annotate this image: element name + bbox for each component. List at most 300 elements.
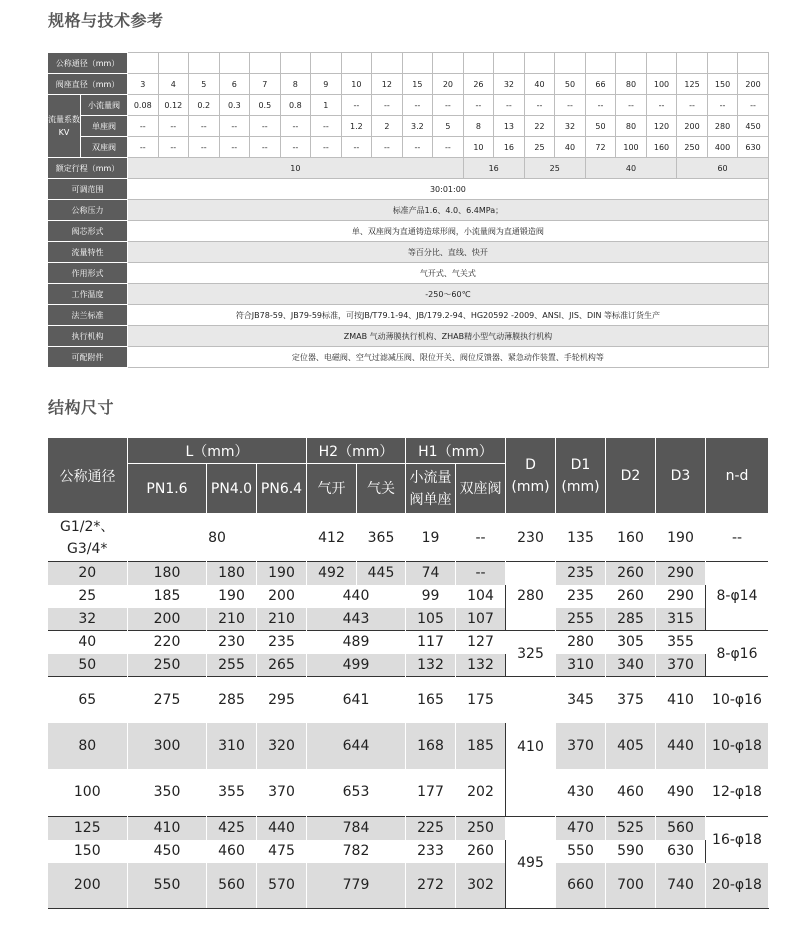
table-cell: 320	[257, 723, 307, 769]
table-cell: --	[189, 116, 220, 137]
header-cell: PN1.6	[128, 464, 207, 514]
header-cell: H2（mm）	[307, 438, 406, 464]
table-cell: 660	[556, 863, 606, 909]
table-cell: 25	[524, 158, 585, 179]
table-row	[48, 654, 769, 677]
table-cell	[372, 53, 403, 74]
table-cell: 260	[456, 840, 506, 863]
table-cell: 66	[585, 74, 616, 95]
header-row	[48, 438, 769, 464]
table-cell: 32	[555, 116, 586, 137]
table-cell: --	[456, 562, 506, 585]
table-cell: 26	[463, 74, 494, 95]
table-cell: --	[250, 137, 281, 158]
table-cell: 200	[677, 116, 708, 137]
table-cell: 50	[585, 116, 616, 137]
table-cell: 260	[606, 562, 656, 585]
table-cell: 275	[128, 677, 207, 723]
table-cell: 1	[311, 95, 342, 116]
table-cell: 104	[456, 585, 506, 608]
table-cell: 550	[128, 863, 207, 909]
table-cell: 492	[307, 562, 357, 585]
table-cell	[707, 53, 738, 74]
table-cell: 410	[506, 677, 556, 817]
table-cell: 235	[257, 631, 307, 654]
table-cell: 100	[616, 137, 647, 158]
table-cell: 105	[406, 608, 456, 631]
table-cell: --	[128, 116, 159, 137]
table-cell: 290	[656, 562, 706, 585]
header-cell: D2	[606, 438, 656, 514]
table-cell: --	[280, 116, 311, 137]
table-cell: 150	[48, 840, 128, 863]
table-cell: G1/2*、 G3/4*	[48, 514, 128, 562]
row-label: 阀座直径（mm）	[48, 74, 128, 95]
table-cell: 5	[189, 74, 220, 95]
row-value: 单、双座阀为直通铸造球形阀，小流量阀为直通锻造阀	[128, 221, 769, 242]
table-cell: 10	[463, 137, 494, 158]
table-row	[48, 326, 769, 347]
table-cell: 285	[606, 608, 656, 631]
table-cell	[738, 53, 769, 74]
table-cell: 499	[307, 654, 406, 677]
table-cell: 590	[606, 840, 656, 863]
row-label: 法兰标准	[48, 305, 128, 326]
table-row	[48, 677, 769, 723]
table-cell: --	[372, 137, 403, 158]
table-cell: 185	[128, 585, 207, 608]
table-cell	[585, 53, 616, 74]
table-cell: --	[128, 137, 159, 158]
table-cell: 230	[207, 631, 257, 654]
table-cell: 200	[128, 608, 207, 631]
table-cell: 80	[48, 723, 128, 769]
table-row	[48, 585, 769, 608]
table-cell: 40	[524, 74, 555, 95]
table-cell: 345	[556, 677, 606, 723]
row-sublabel: 小流量阀	[81, 95, 128, 116]
table-cell: 40	[585, 158, 677, 179]
table-cell: 127	[456, 631, 506, 654]
table-cell: 40	[48, 631, 128, 654]
table-cell: 550	[556, 840, 606, 863]
table-cell: 12	[372, 74, 403, 95]
table-cell: 370	[257, 769, 307, 817]
table-cell: 641	[307, 677, 406, 723]
table-row	[48, 158, 769, 179]
table-cell: 72	[585, 137, 616, 158]
table-cell	[128, 53, 159, 74]
table-cell: 225	[406, 817, 456, 840]
table-row	[48, 514, 769, 562]
table-cell: 305	[606, 631, 656, 654]
header-cell: 双座阀	[456, 464, 506, 514]
table-cell: --	[341, 95, 372, 116]
table-cell: --	[280, 137, 311, 158]
table-cell: 100	[48, 769, 128, 817]
table-cell: 230	[506, 514, 556, 562]
table-cell: 190	[257, 562, 307, 585]
table-cell: 132	[456, 654, 506, 677]
table-cell: --	[311, 137, 342, 158]
table-cell: 310	[207, 723, 257, 769]
table-cell: --	[158, 116, 189, 137]
table-cell: 355	[656, 631, 706, 654]
table-cell	[158, 53, 189, 74]
header-cell: L（mm）	[128, 438, 307, 464]
table-cell	[494, 53, 525, 74]
table-row	[48, 179, 769, 200]
table-cell: 25	[524, 137, 555, 158]
table-cell: 74	[406, 562, 456, 585]
table-cell: 340	[606, 654, 656, 677]
table-cell: 290	[656, 585, 706, 608]
table-cell: --	[707, 95, 738, 116]
table-cell	[433, 53, 464, 74]
table-cell: 300	[128, 723, 207, 769]
table-cell: 310	[556, 654, 606, 677]
table-cell: 450	[738, 116, 769, 137]
table-cell: 644	[307, 723, 406, 769]
table-cell: 235	[556, 562, 606, 585]
table-cell: 370	[656, 654, 706, 677]
table-cell: 315	[656, 608, 706, 631]
row-label: 公称压力	[48, 200, 128, 221]
table-cell: --	[524, 95, 555, 116]
header-cell: PN4.0	[207, 464, 257, 514]
table-cell: 440	[307, 585, 406, 608]
table-cell: 740	[656, 863, 706, 909]
table-cell: 8-φ14	[706, 562, 769, 631]
header-cell: D3	[656, 438, 706, 514]
table-cell: 177	[406, 769, 456, 817]
table-cell: 425	[207, 817, 257, 840]
table-cell	[402, 53, 433, 74]
table-cell: --	[456, 514, 506, 562]
table-cell: 20	[48, 562, 128, 585]
table-cell: --	[372, 95, 403, 116]
table-cell: 782	[307, 840, 406, 863]
table-cell: 0.12	[158, 95, 189, 116]
table-cell: --	[706, 514, 769, 562]
row-label: 公称通径（mm）	[48, 53, 128, 74]
table-cell: 233	[406, 840, 456, 863]
table-cell: 80	[616, 116, 647, 137]
table-cell: 250	[128, 654, 207, 677]
table-cell: --	[494, 95, 525, 116]
table-cell	[341, 53, 372, 74]
table-cell: 4	[158, 74, 189, 95]
table-cell: 460	[207, 840, 257, 863]
table-cell: 8-φ16	[706, 631, 769, 677]
table-cell: 460	[606, 769, 656, 817]
table-cell: --	[616, 95, 647, 116]
table-cell: 450	[128, 840, 207, 863]
table-cell: 19	[406, 514, 456, 562]
table-cell	[189, 53, 220, 74]
table-cell: 107	[456, 608, 506, 631]
table-cell: 20	[433, 74, 464, 95]
table-cell	[646, 53, 677, 74]
table-cell: 12-φ18	[706, 769, 769, 817]
table-cell: 5	[433, 116, 464, 137]
table-cell: 6	[219, 74, 250, 95]
table-row	[48, 723, 769, 769]
table-cell: --	[555, 95, 586, 116]
table-row	[48, 53, 769, 74]
table-cell: 365	[357, 514, 406, 562]
row-value: 定位器、电磁阀、空气过滤减压阀、限位开关、阀位反馈器、紧急动作装置、手轮机构等	[128, 347, 769, 368]
table-row	[48, 817, 769, 840]
row-label: 可调范围	[48, 179, 128, 200]
table-row	[48, 263, 769, 284]
table-cell	[250, 53, 281, 74]
table-row	[48, 221, 769, 242]
table-row	[48, 200, 769, 221]
table-cell: 13	[494, 116, 525, 137]
table-cell: --	[433, 95, 464, 116]
table-cell: --	[463, 95, 494, 116]
table-cell	[311, 53, 342, 74]
dims-table	[47, 437, 769, 909]
table-cell: 60	[677, 158, 769, 179]
table-cell: --	[219, 116, 250, 137]
table-cell: 220	[128, 631, 207, 654]
table-cell: --	[341, 137, 372, 158]
row-value: 符合JB78-59、JB79-59标准，可按JB/T79.1-94、JB/179.2-94、HG20592 -2009、ANSI、JIS、DIN 等标准订货生产	[128, 305, 769, 326]
table-cell: 190	[656, 514, 706, 562]
table-cell: 400	[707, 137, 738, 158]
table-cell: 125	[48, 817, 128, 840]
table-cell: 570	[257, 863, 307, 909]
table-cell: 495	[506, 817, 556, 909]
table-cell: 7	[250, 74, 281, 95]
table-cell	[219, 53, 250, 74]
table-cell: --	[219, 137, 250, 158]
table-row	[48, 631, 769, 654]
table-cell: 410	[128, 817, 207, 840]
table-row	[48, 305, 769, 326]
table-cell: 235	[556, 585, 606, 608]
table-cell: 16-φ18	[706, 817, 769, 863]
table-row	[48, 863, 769, 909]
table-cell: 412	[307, 514, 357, 562]
table-cell: --	[311, 116, 342, 137]
table-cell: 525	[606, 817, 656, 840]
table-cell: 440	[656, 723, 706, 769]
table-row	[48, 137, 769, 158]
table-cell: 16	[463, 158, 524, 179]
table-cell: 0.08	[128, 95, 159, 116]
table-cell: 405	[606, 723, 656, 769]
table-cell: 440	[257, 817, 307, 840]
table-cell: --	[402, 95, 433, 116]
table-row	[48, 840, 769, 863]
table-row	[48, 95, 769, 116]
row-sublabel: 双座阀	[81, 137, 128, 158]
table-cell: 180	[128, 562, 207, 585]
row-label: 作用形式	[48, 263, 128, 284]
table-cell: 125	[677, 74, 708, 95]
header-cell: D1 (mm)	[556, 438, 606, 514]
table-cell: 490	[656, 769, 706, 817]
table-cell: 0.3	[219, 95, 250, 116]
table-cell: 20-φ18	[706, 863, 769, 909]
table-cell: --	[738, 95, 769, 116]
table-cell: 302	[456, 863, 506, 909]
table-cell: 3.2	[402, 116, 433, 137]
table-cell: 10-φ16	[706, 677, 769, 723]
row-value: ZMAB 气动薄膜执行机构、ZHAB精小型气动薄膜执行机构	[128, 326, 769, 347]
table-cell: 0.8	[280, 95, 311, 116]
header-cell: H1（mm）	[406, 438, 506, 464]
row-value: 30:01:00	[128, 179, 769, 200]
table-cell: 132	[406, 654, 456, 677]
row-value: 等百分比、直线、快开	[128, 242, 769, 263]
table-cell	[616, 53, 647, 74]
table-row	[48, 116, 769, 137]
table-cell: 285	[207, 677, 257, 723]
table-row	[48, 608, 769, 631]
table-cell: 9	[311, 74, 342, 95]
table-cell: 560	[656, 817, 706, 840]
table-cell: 160	[606, 514, 656, 562]
row-label: 额定行程（mm）	[48, 158, 128, 179]
header-cell: 小流量 阀单座	[406, 464, 456, 514]
table-cell: 475	[257, 840, 307, 863]
table-cell: --	[402, 137, 433, 158]
table-cell: 32	[494, 74, 525, 95]
table-cell: 375	[606, 677, 656, 723]
table-row	[48, 242, 769, 263]
row-label: 流量系数KV	[48, 95, 81, 158]
table-cell: 168	[406, 723, 456, 769]
table-cell: --	[250, 116, 281, 137]
table-cell: 210	[257, 608, 307, 631]
table-cell: 443	[307, 608, 406, 631]
table-cell: 175	[456, 677, 506, 723]
table-cell	[677, 53, 708, 74]
table-cell: 350	[128, 769, 207, 817]
table-cell: 280	[556, 631, 606, 654]
table-cell: 784	[307, 817, 406, 840]
table-cell: 165	[406, 677, 456, 723]
spec-heading: 规格与技术参考	[48, 11, 164, 30]
table-cell: 80	[128, 514, 307, 562]
table-cell: 200	[738, 74, 769, 95]
table-cell: 445	[357, 562, 406, 585]
table-cell: 200	[48, 863, 128, 909]
table-cell	[280, 53, 311, 74]
dims-heading: 结构尺寸	[48, 398, 115, 417]
table-cell: 325	[506, 631, 556, 677]
table-cell	[555, 53, 586, 74]
table-cell: 250	[677, 137, 708, 158]
table-cell: 10	[128, 158, 464, 179]
table-cell: 272	[406, 863, 456, 909]
header-cell: D (mm)	[506, 438, 556, 514]
table-cell: 135	[556, 514, 606, 562]
row-label: 执行机构	[48, 326, 128, 347]
table-cell: 8	[463, 116, 494, 137]
table-cell: 1.2	[341, 116, 372, 137]
table-cell: --	[677, 95, 708, 116]
table-cell: 8	[280, 74, 311, 95]
table-cell: 10-φ18	[706, 723, 769, 769]
table-cell: 185	[456, 723, 506, 769]
table-cell: 2	[372, 116, 403, 137]
table-cell: 560	[207, 863, 257, 909]
header-cell: PN6.4	[257, 464, 307, 514]
table-row	[48, 562, 769, 585]
table-row	[48, 284, 769, 305]
table-cell: 200	[257, 585, 307, 608]
table-cell: 250	[456, 817, 506, 840]
row-value: -250～60℃	[128, 284, 769, 305]
table-cell: 16	[494, 137, 525, 158]
table-cell	[524, 53, 555, 74]
table-cell: 370	[556, 723, 606, 769]
table-row	[48, 74, 769, 95]
table-cell: 180	[207, 562, 257, 585]
table-cell: 410	[656, 677, 706, 723]
table-cell: 630	[656, 840, 706, 863]
table-cell: 0.5	[250, 95, 281, 116]
table-cell: 99	[406, 585, 456, 608]
table-cell: 489	[307, 631, 406, 654]
table-cell: --	[189, 137, 220, 158]
table-cell: 653	[307, 769, 406, 817]
table-cell: 210	[207, 608, 257, 631]
table-cell: 255	[207, 654, 257, 677]
table-row	[48, 769, 769, 817]
table-cell: --	[433, 137, 464, 158]
row-sublabel: 单座阀	[81, 116, 128, 137]
table-cell: 15	[402, 74, 433, 95]
table-cell: 80	[616, 74, 647, 95]
table-cell: 355	[207, 769, 257, 817]
table-cell: 25	[48, 585, 128, 608]
spec-table	[47, 52, 769, 368]
table-cell: 779	[307, 863, 406, 909]
table-cell: 65	[48, 677, 128, 723]
table-cell: 280	[506, 562, 556, 631]
row-label: 可配附件	[48, 347, 128, 368]
header-cell: n-d	[706, 438, 769, 514]
table-cell: 32	[48, 608, 128, 631]
header-cell: 公称通径	[48, 438, 128, 514]
table-cell: 160	[646, 137, 677, 158]
table-cell: --	[158, 137, 189, 158]
table-cell: 10	[341, 74, 372, 95]
table-cell: 100	[646, 74, 677, 95]
table-cell: 255	[556, 608, 606, 631]
table-cell: 22	[524, 116, 555, 137]
table-cell: --	[585, 95, 616, 116]
table-cell: 430	[556, 769, 606, 817]
table-cell: 700	[606, 863, 656, 909]
table-cell: 260	[606, 585, 656, 608]
table-cell	[463, 53, 494, 74]
table-cell: 117	[406, 631, 456, 654]
table-cell: 40	[555, 137, 586, 158]
table-cell: 202	[456, 769, 506, 817]
row-label: 阀芯形式	[48, 221, 128, 242]
row-label: 工作温度	[48, 284, 128, 305]
table-cell: 190	[207, 585, 257, 608]
header-cell: 气关	[357, 464, 406, 514]
table-cell: 150	[707, 74, 738, 95]
